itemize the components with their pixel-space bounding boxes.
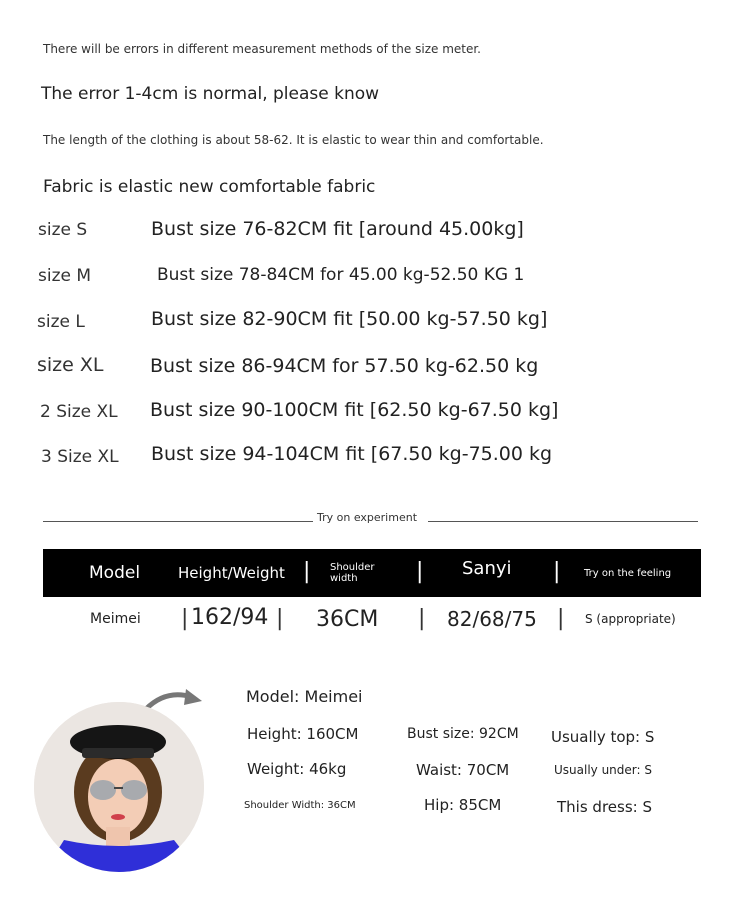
size-desc: Bust size 76-82CM fit [around 45.00kg] [151,218,524,240]
header-separator: | [303,559,311,584]
row-sanyi: 82/68/75 [447,607,537,631]
try-on-title: Try on experiment [317,511,418,524]
row-height-weight: 162/94 [191,605,269,630]
model-hip: Hip: 85CM [424,796,502,814]
size-desc: Bust size 78-84CM for 45.00 kg-52.50 KG 1 [157,265,525,285]
row-feeling: S (appropriate) [585,612,676,626]
size-label: size M [38,266,92,286]
size-label: 2 Size XL [40,402,118,422]
row-separator: | [181,606,189,631]
model-this-dress: This dress: S [557,798,652,816]
model-shoulder: Shoulder Width: 36CM [244,800,356,811]
size-label: size S [38,220,88,240]
header-sanyi: Sanyi [462,558,512,579]
size-label: 3 Size XL [41,447,119,467]
model-weight: Weight: 46kg [247,760,347,778]
row-model: Meimei [90,611,141,627]
model-name: Model: Meimei [246,687,363,706]
row-separator: | [418,606,426,631]
model-avatar [34,702,204,872]
row-separator: | [276,606,284,631]
row-separator: | [557,606,565,631]
header-separator: | [553,559,561,584]
model-waist: Waist: 70CM [416,761,510,779]
size-label: size L [37,312,85,332]
note-line-1: There will be errors in different measurement methods of the size meter. [43,42,481,56]
row-shoulder: 36CM [316,607,379,632]
try-on-header [43,549,701,597]
size-desc: Bust size 82-90CM fit [50.00 kg-57.50 kg] [151,308,548,330]
model-bust: Bust size: 92CM [407,726,519,742]
model-usual-under: Usually under: S [554,763,652,777]
size-desc: Bust size 94-104CM fit [67.50 kg-75.00 kg [151,443,553,465]
model-height: Height: 160CM [247,725,359,743]
size-label: size XL [37,354,104,376]
header-feeling: Try on the feeling [584,568,672,579]
header-separator: | [416,559,424,584]
note-line-3: The length of the clothing is about 58-62. It is elastic to wear thin and comfortable. [43,133,544,147]
size-desc: Bust size 90-100CM fit [62.50 kg-67.50 kg] [150,399,559,421]
note-line-4: Fabric is elastic new comfortable fabric [43,177,376,197]
model-usual-top: Usually top: S [551,728,655,746]
header-height-weight: Height/Weight [178,564,285,582]
note-line-2: The error 1-4cm is normal, please know [41,84,380,104]
header-shoulder: Shoulder width [330,562,375,584]
divider-left [43,521,313,522]
size-desc: Bust size 86-94CM for 57.50 kg-62.50 kg [150,355,539,377]
divider-right [428,521,698,522]
header-model: Model [89,563,141,583]
